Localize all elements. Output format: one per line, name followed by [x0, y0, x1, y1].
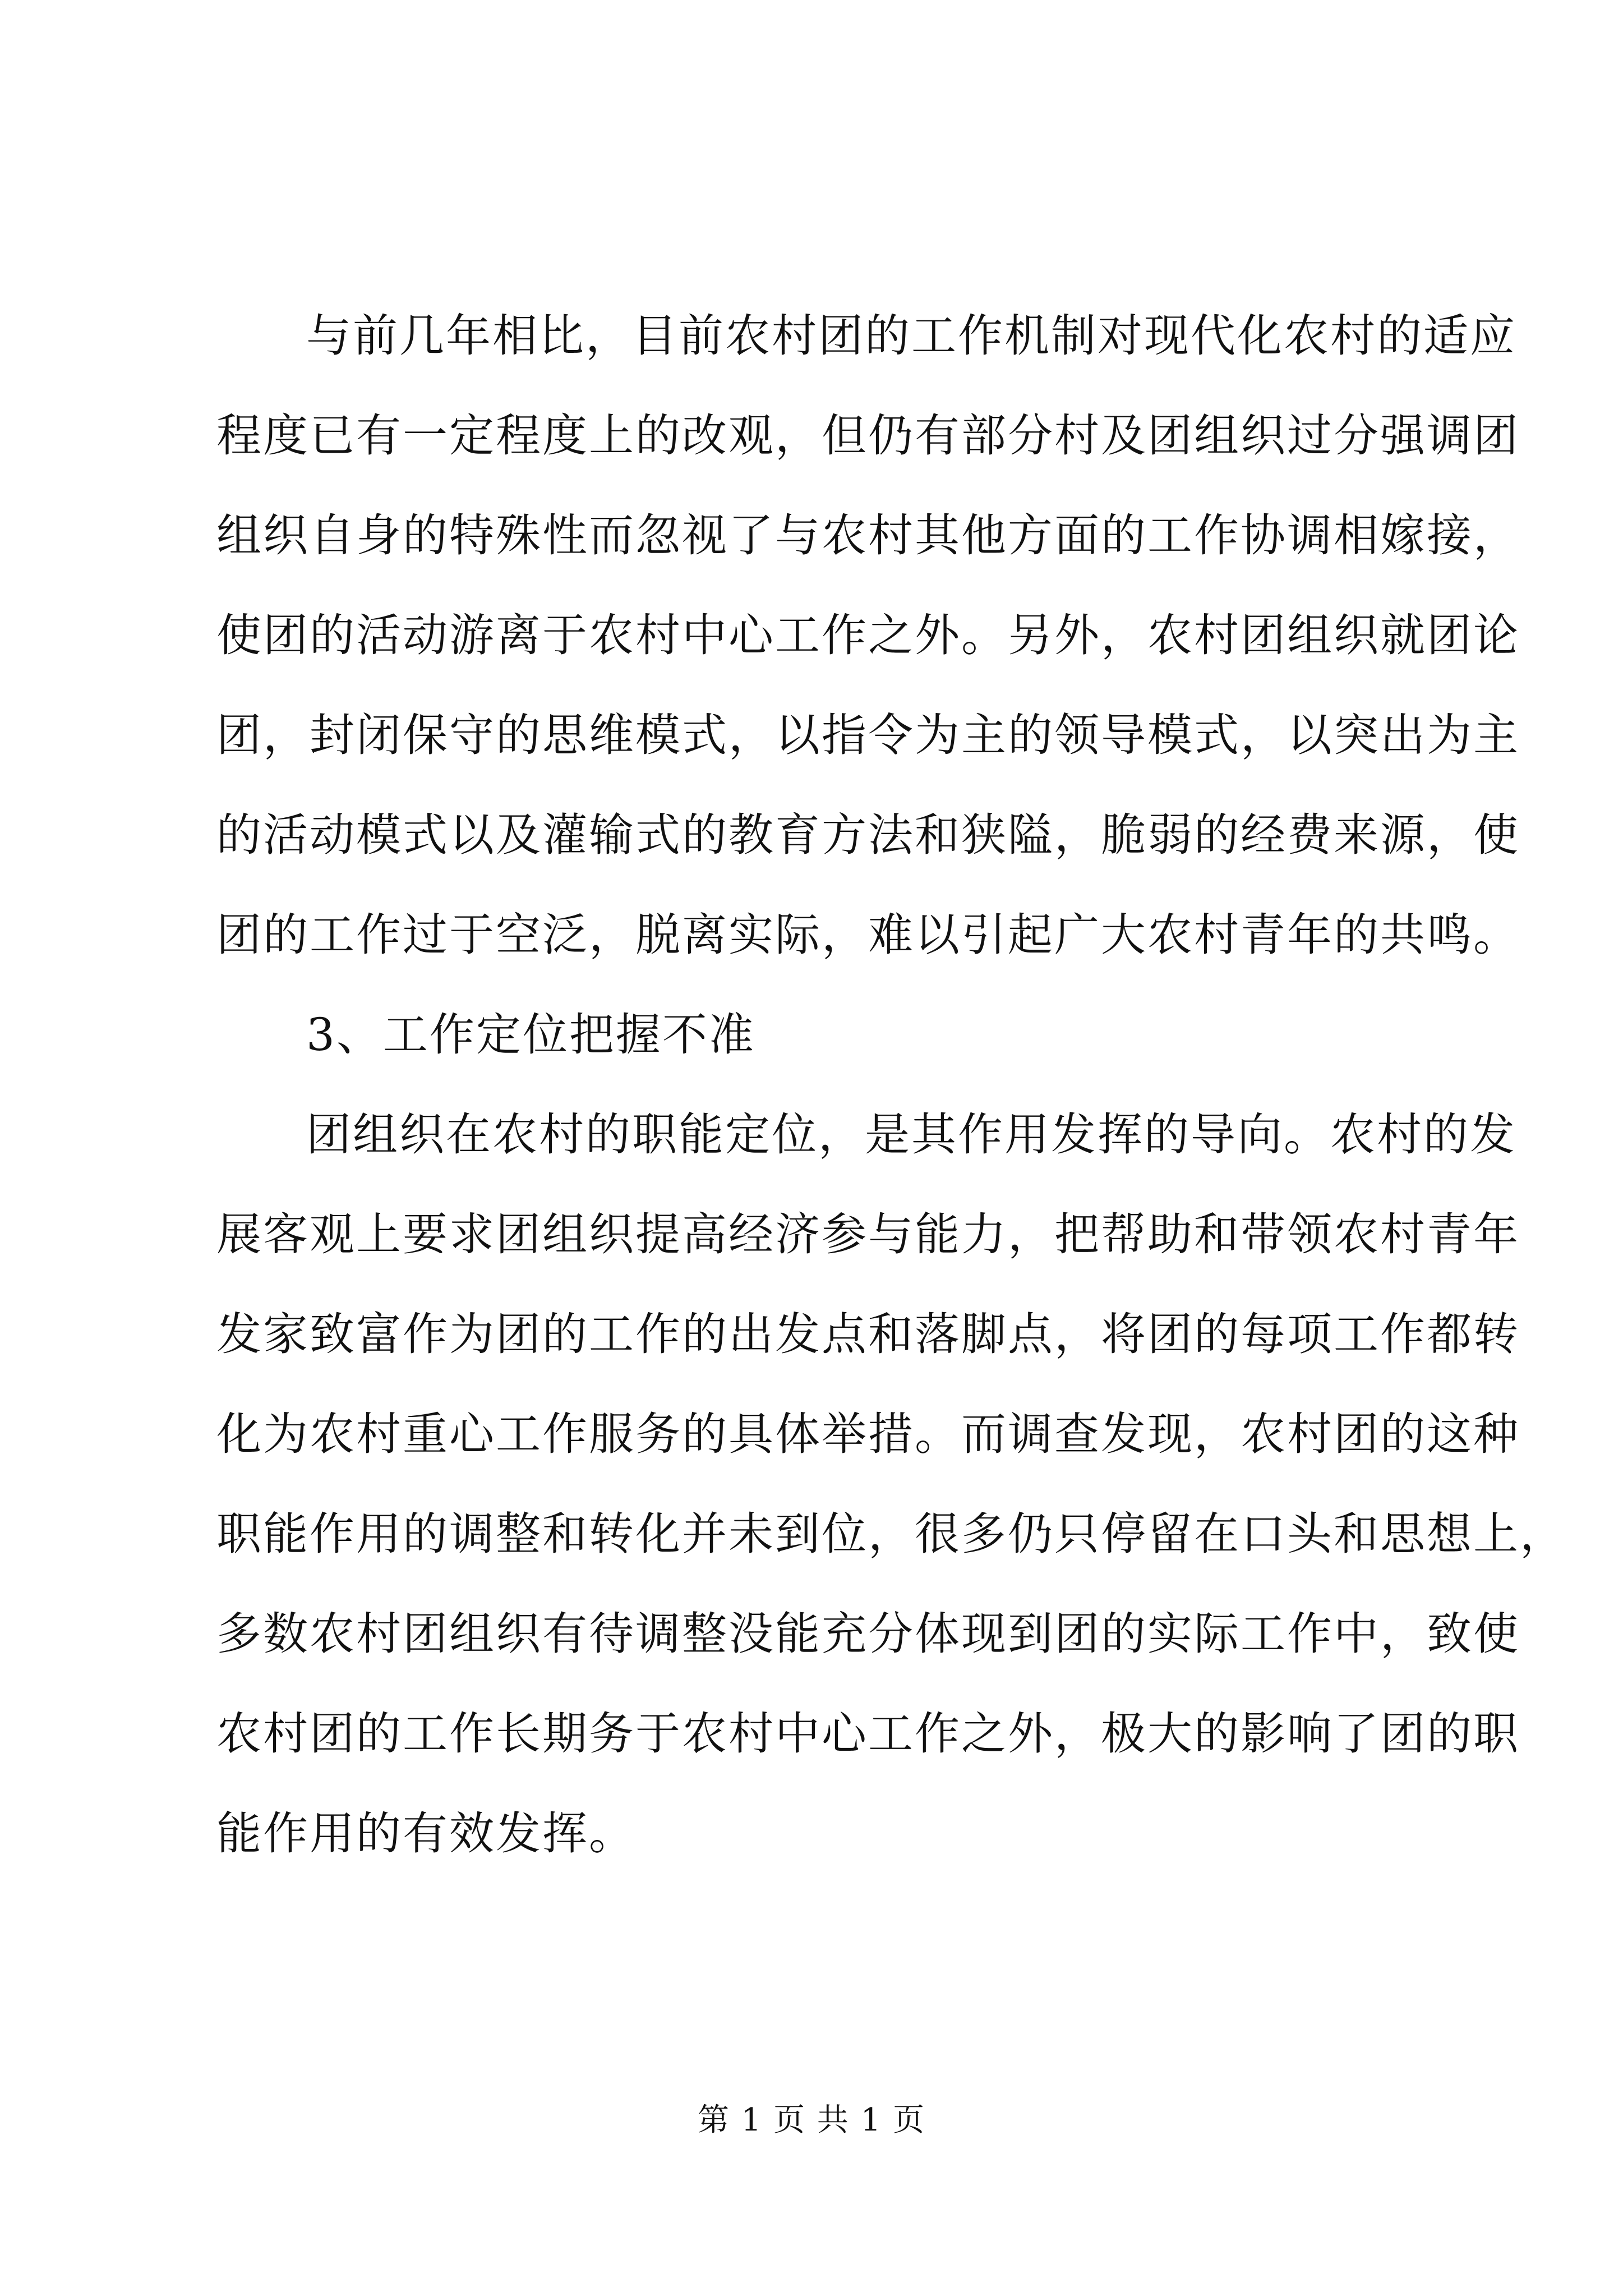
text-line: 农村团的工作长期务于农村中心工作之外，极大的影响了团的职 — [216, 1708, 1520, 1760]
text-line: 组织自身的特殊性而忽视了与农村其他方面的工作协调相嫁接， — [216, 509, 1520, 562]
text-line: 化为农村重心工作服务的具体举措。而调查发现，农村团的这种 — [216, 1408, 1520, 1460]
page-number-footer: 第 1 页 共 1 页 — [697, 2102, 926, 2138]
text-line: 发家致富作为团的工作的出发点和落脚点，将团的每项工作都转 — [216, 1308, 1520, 1360]
text-line: 程度已有一定程度上的改观，但仍有部分村及团组织过分强调团 — [216, 409, 1520, 462]
text-line: 与前几年相比，目前农村团的工作机制对现代化农村的适应 — [306, 310, 1516, 362]
text-line: 团组织在农村的职能定位，是其作用发挥的导向。农村的发 — [306, 1108, 1516, 1161]
text-line: 团，封闭保守的思维模式，以指令为主的领导模式，以突出为主 — [216, 709, 1520, 761]
text-line: 能作用的有效发挥。 — [216, 1807, 635, 1860]
text-line: 使团的活动游离于农村中心工作之外。另外，农村团组织就团论 — [216, 609, 1520, 661]
text-line: 展客观上要求团组织提高经济参与能力，把帮助和带领农村青年 — [216, 1208, 1520, 1260]
document-body — [216, 286, 1566, 1884]
text-line: 的活动模式以及灌输式的教育方法和狭隘，脆弱的经费来源，使 — [216, 809, 1520, 861]
text-line: 多数农村团组织有待调整没能充分体现到团的实际工作中，致使 — [216, 1608, 1520, 1660]
text-line: 团的工作过于空泛，脱离实际，难以引起广大农村青年的共鸣。 — [216, 909, 1520, 961]
text-line: 职能作用的调整和转化并未到位，很多仍只停留在口头和思想上， — [216, 1508, 1566, 1560]
section-heading: 3、工作定位把握不准 — [306, 1009, 755, 1061]
